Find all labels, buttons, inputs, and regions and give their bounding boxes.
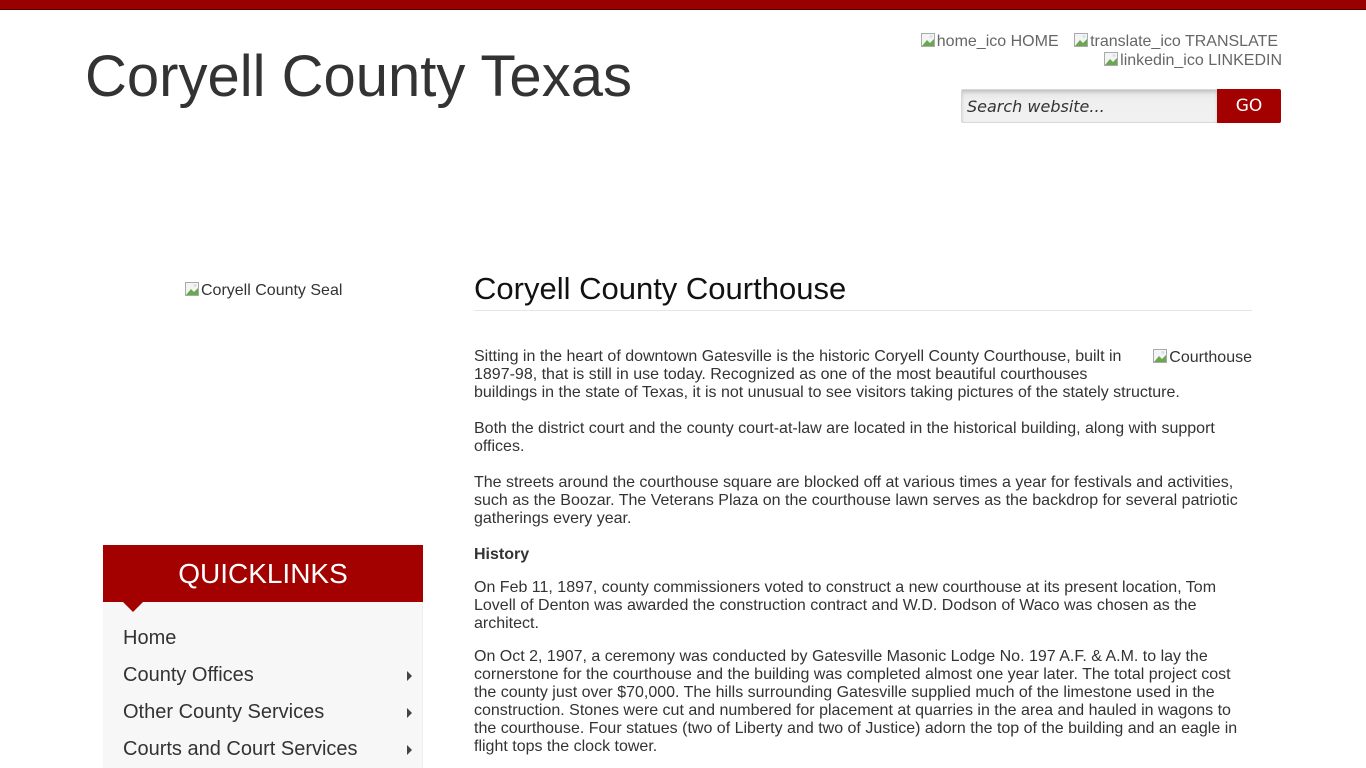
quicklink-county-offices[interactable]: County Offices: [103, 657, 422, 694]
history-heading: History: [474, 546, 530, 563]
quicklinks-title: QUICKLINKS: [103, 545, 423, 602]
site-search: [961, 89, 1281, 123]
translate-link[interactable]: translate_ico TRANSLATE: [1073, 32, 1278, 51]
quicklink-home[interactable]: Home: [123, 627, 177, 649]
search-go-button[interactable]: GO: [1217, 89, 1281, 123]
courthouse-image: Courthouse: [1152, 348, 1252, 367]
article-body: [474, 348, 1252, 756]
site-title[interactable]: Coryell County Texas: [85, 44, 632, 109]
utility-links: [858, 32, 1282, 70]
search-input[interactable]: [961, 89, 1217, 123]
linkedin-link[interactable]: linkedin_ico LINKEDIN: [1103, 51, 1282, 70]
home-icon: [920, 32, 936, 48]
home-link[interactable]: home_ico HOME: [920, 32, 1059, 51]
caret-right-icon: [407, 671, 412, 681]
broken-image-icon: [184, 281, 200, 297]
page-title: Coryell County Courthouse: [474, 270, 1252, 311]
history-paragraph: On Oct 2, 1907, a ceremony was conducted by Gatesville Masonic Lodge No. 197 A.F. & A.M. to lay the cornerstone for the courthouse and the building was completed almost one year later. The total project cost the county just over $70,000. The hills surrounding Gatesville supplied much of the limestone used in the construction. Stones were cut and numbered for placement at quarries in the area and hauled in wagons to the courthouse. Four statues (two of Liberty and two of Justice) adorn the top of the building and an eagle in flight tops the clock tower.: [474, 648, 1238, 755]
broken-image-icon: [1152, 348, 1168, 364]
intro-paragraph: Sitting in the heart of downtown Gatesville is the historic Coryell County Courthouse, built in 1897-98, that is still in use today. Recognized as one of the most beautiful courthouses buildings in the state of Texas, it is not unusual to see visitors taking pictures of the stately structure.: [474, 348, 1180, 401]
quicklink-other-county-services[interactable]: Other County Services: [103, 694, 422, 731]
top-accent-bar: [0, 0, 1366, 10]
quicklink-courts-and-court-services[interactable]: Courts and Court Services: [103, 731, 422, 768]
caret-right-icon: [407, 745, 412, 755]
quicklinks-list: [103, 602, 423, 768]
quicklinks-menu: [103, 545, 423, 768]
events-paragraph: The streets around the courthouse square are blocked off at various times a year for festivals and activities, such as the Boozar. The Veterans Plaza on the courthouse lawn serves as the backdrop for several patriotic gatherings every year.: [474, 474, 1238, 527]
county-seal-image: Coryell County Seal: [184, 281, 342, 300]
history-paragraph: On Feb 11, 1897, county commissioners voted to construct a new courthouse at its present location, Tom Lovell of Denton was awarded the construction contract and W.D. Dodson of Waco was chosen as the architect.: [474, 579, 1217, 632]
main-content: [474, 270, 1252, 768]
caret-right-icon: [407, 708, 412, 718]
courts-paragraph: Both the district court and the county court-at-law are located in the historical building, along with support offices.: [474, 420, 1215, 455]
linkedin-icon: [1103, 51, 1119, 67]
translate-icon: [1073, 32, 1089, 48]
